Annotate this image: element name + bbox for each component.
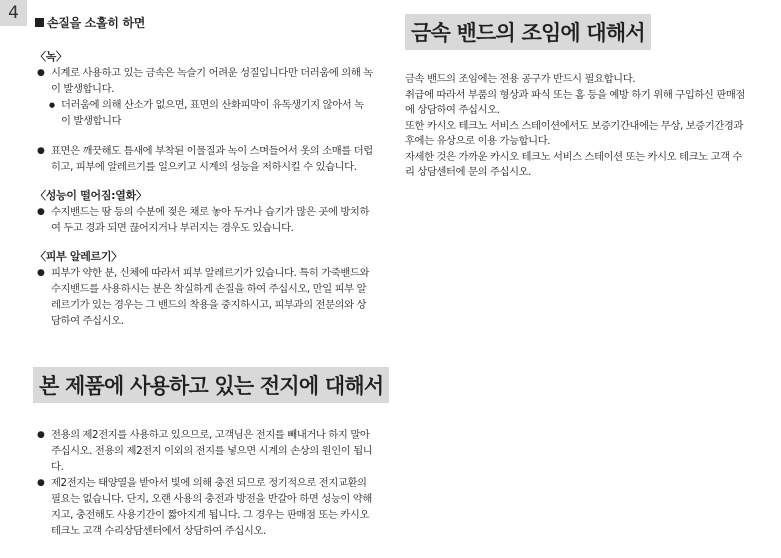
allergy-item-1: ● 피부가 약한 분, 신체에 따라서 피부 알레르기가 있습니다. 특히 가죽밴드와 수지밴드를 사용하시는 분은 착실하게 손질을 하여 주십시오, 만일 피부 알레르기가 있는 경우는 그 밴드의 착용을 중지하시고, 피부과의 전문의와 상담하여 주십시오. [33,265,373,329]
battery-list [33,427,373,539]
metal-band-paragraph-4: 자세한 것은 가까운 카시오 테크노 서비스 스테이션 또는 카시오 테크노 고객 수리 상담센터에 문의 주십시오. [405,150,743,178]
degradation-block [33,187,373,236]
metal-band-paragraph-1: 금속 밴드의 조임에는 전용 공구가 반드시 필요합니다. [405,73,636,85]
metal-band-title: 금속 밴드의 조임에 대해서 [405,14,651,50]
page-number: 4 [0,0,27,26]
care-section [33,14,373,341]
spacer [33,129,373,143]
degradation-item-1: ● 수지밴드는 땀 등의 수분에 젖은 채로 놓아 두거나 습기가 많은 곳에 방치하여 두고 경과 되면 끊어지거나 부러지는 경우도 있습니다. [33,204,373,236]
rust-item-1-sub: ● 더러움에 의해 산소가 없으면, 표면의 산화피막이 유독생기지 않아서 녹이 발생합니다 [33,97,373,129]
battery-item-2: ● 제2전지는 태양열을 받아서 빛에 의해 충전 되므로 정기적으로 전지교환의 필요는 없습니다. 단지, 오랜 사용의 충전과 방전을 반갈아 하면 성능이 약해지고, 충전해도 사용기간이 짧아지게 됩니다. 그 경우는 판매점 또는 카시오 테크노 고객 수리상담센터에서 상담하여 주십시오. [33,475,373,539]
battery-title: 본 제품에 사용하고 있는 전지에 대해서 [33,367,389,403]
square-bullet-icon [35,18,44,27]
care-title [35,14,373,31]
rust-item-1: ● 시계로 사용하고 있는 금속은 녹슬기 어려운 성질입니다만 더러움에 의해 녹이 발생합니다. [33,65,373,97]
battery-item-1: ● 전용의 제2전지를 사용하고 있으므로, 고객님은 전지를 빼내거나 하지 말아주십시오. 전용의 제2전지 이외의 전지를 넣으면 시계의 손상의 원인이 됩니다. [33,427,373,475]
rust-item-2: ● 표면은 깨끗해도 틈새에 부착된 이물질과 녹이 스며들어서 옷의 소매를 더럽히고, 피부에 알레르기를 일으키고 시계의 성능을 저하시킬 수 있습니다. [33,143,373,175]
rust-block [33,48,373,175]
metal-band-section [405,14,750,181]
allergy-heading: 〈피부 알레르기〉 [35,250,122,263]
degradation-heading: 〈성능이 떨어짐:열화〉 [35,189,147,202]
metal-band-paragraph-2: 취급에 따라서 부품의 형상과 파식 또는 홈 등을 예방 하기 위해 구입하신 판매점에 상담하여 주십시오. [405,88,745,116]
metal-band-paragraph-3: 또한 카시오 테크노 서비스 스테이션에서도 보증기간내에는 무상, 보증기간경과 후에는 유상으로 이용 가능합니다. [405,119,744,147]
rust-heading: 〈녹〉 [35,50,67,63]
care-title-text: 손질을 소홀히 하면 [47,16,146,30]
allergy-block [33,248,373,329]
